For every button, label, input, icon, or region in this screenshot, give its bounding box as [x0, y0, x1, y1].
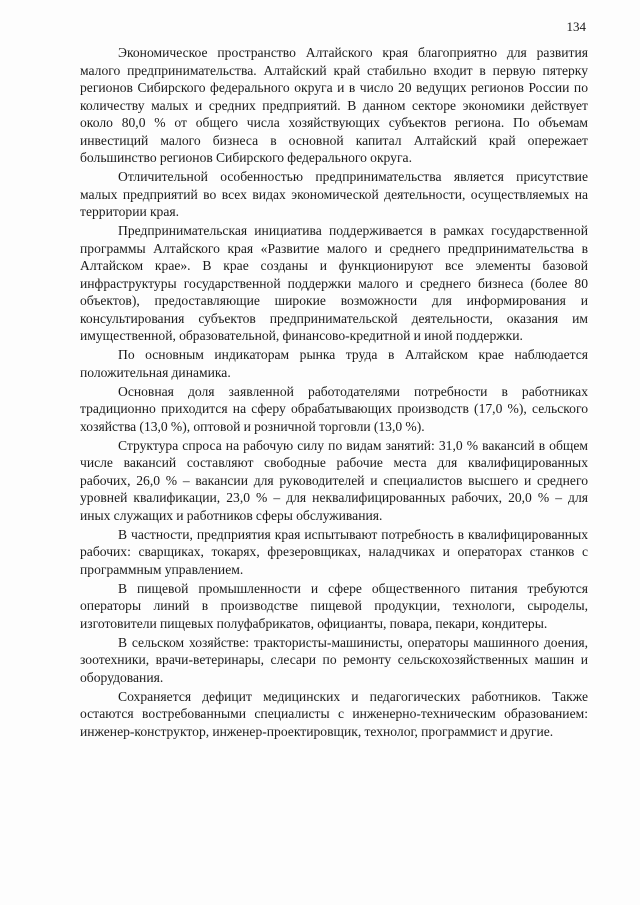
paragraph: Отличительной особенностью предпринимательства является присутствие малых предприятий во всех видах экономической деятельности, осуществляемых на территории края.	[80, 169, 588, 219]
paragraph: В пищевой промышленности и сфере общественного питания требуются операторы линий в производстве пищевой продукции, технологи, сыроделы, изготовители пищевых полуфабрикатов, официанты, повара, пекари, кондитеры.	[80, 580, 588, 631]
paragraph: В сельском хозяйстве: трактористы-машинисты, операторы машинного доения, зоотехники, врачи-ветеринары, слесари по ремонту сельскохозяйственных машин и оборудования.	[80, 634, 588, 685]
paragraph: В частности, предприятия края испытывают потребность в квалифицированных рабочих: сварщиках, токарях, фрезеровщиках, наладчиках и операторах станков с программным управлением.	[80, 526, 588, 577]
paragraph: Предпринимательская инициатива поддерживается в рамках государственной программы Алтайского края «Развитие малого и среднего предпринимательства в Алтайском крае». В крае созданы и функционируют все элементы базовой инфраструктуры государственной поддержки малого и среднего бизнеса (более 80 объектов), предоставляющие широкие возможности для информирования и консультирования субъектов предпринимательской деятельности, оказания им имущественной, образовательной, финансово-кредитной и иной поддержки.	[80, 223, 588, 343]
paragraph: Структура спроса на рабочую силу по видам занятий: 31,0 % вакансий в общем числе вакансий составляют свободные рабочие места для квалифицированных рабочих, 26,0 % – вакансии для руководителей и специалистов высшего и среднего уровней квалификации, 23,0 % – для неквалифицированных рабочих, 20,0 % – для иных служащих и работников сферы обслуживания.	[80, 437, 588, 523]
page-number: 134	[566, 19, 586, 34]
paragraph: По основным индикаторам рынка труда в Алтайском крае наблюдается положительная динамика.	[80, 347, 588, 380]
paragraph: Сохраняется дефицит медицинских и педагогических работников. Также остаются востребованными специалисты с инженерно-техническим образованием: инженер-конструктор, инженер-проектировщик, технолог, программист и другие.	[80, 688, 588, 739]
document-body	[80, 44, 588, 740]
paragraph: Основная доля заявленной работодателями потребности в работниках традиционно приходится на сферу обрабатывающих производств (17,0 %), сельского хозяйства (13,0 %), оптовой и розничной торговли (13,0 %).	[80, 383, 588, 434]
paragraph: Экономическое пространство Алтайского края благоприятно для развития малого предпринимательства. Алтайский край стабильно входит в первую пятерку регионов Сибирского федерального округа и в число 20 ведущих регионов России по количеству малых и средних предприятий. В данном секторе экономики действует около 80,0 % от общего числа хозяйствующих субъектов региона. По объемам инвестиций малого бизнеса в основной капитал Алтайский край опережает большинство регионов Сибирского федерального округа.	[80, 45, 588, 165]
